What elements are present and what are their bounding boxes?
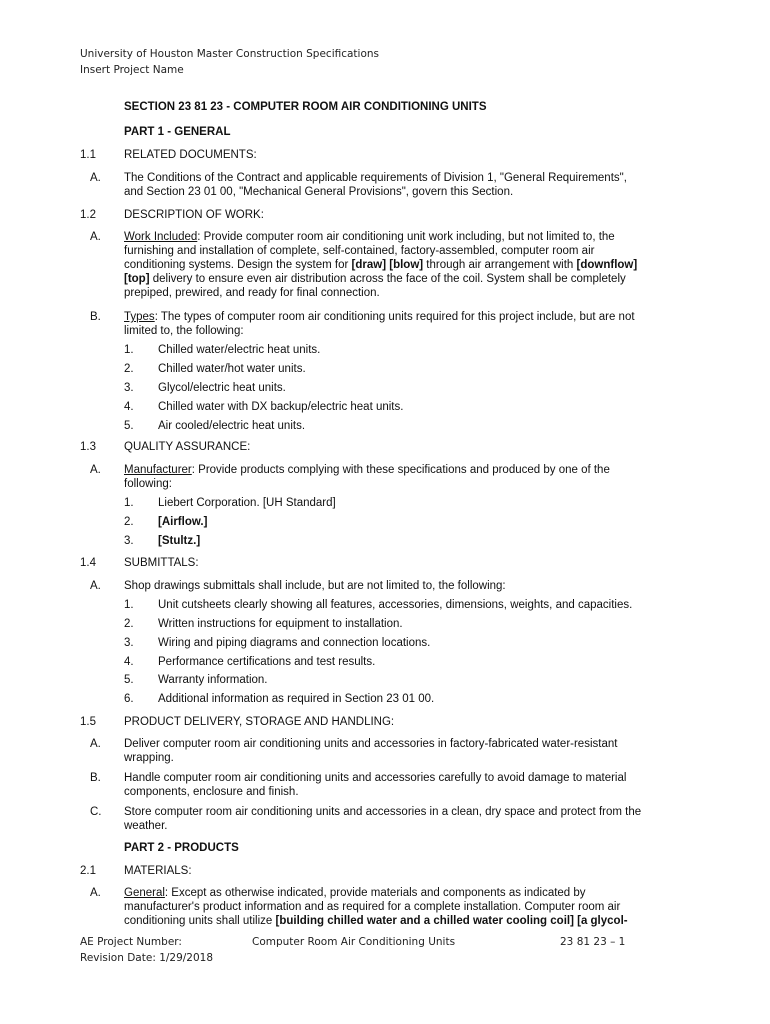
article-1-3-number: 1.3 [80, 441, 96, 453]
article-1-3-title: QUALITY ASSURANCE: [124, 441, 251, 453]
list-item-number: 6. [124, 693, 134, 705]
paragraph-label: C. [90, 806, 102, 818]
list-item: Unit cutsheets clearly showing all features, accessories, dimensions, weights, and capacities. [158, 599, 633, 611]
part-2-heading: PART 2 - PRODUCTS [124, 842, 239, 854]
list-item-number: 3. [124, 382, 134, 394]
paragraph-label: A. [90, 231, 101, 243]
list-item-number: 3. [124, 637, 134, 649]
list-item: Written instructions for equipment to installation. [158, 618, 403, 630]
paragraph-label: B. [90, 311, 101, 323]
list-item: Air cooled/electric heat units. [158, 420, 306, 432]
paragraph-label: A. [90, 464, 101, 476]
paragraph-related-documents: The Conditions of the Contract and applicable requirements of Division 1, "General Requirements", and Section 23 01 00, "Mechanical General Provisions", govern this Section. [124, 172, 627, 198]
paragraph-label: A. [90, 172, 101, 184]
article-1-4-number: 1.4 [80, 557, 96, 569]
article-1-5-title: PRODUCT DELIVERY, STORAGE AND HANDLING: [124, 716, 395, 728]
paragraph-submittals: Shop drawings submittals shall include, but are not limited to, the following: [124, 580, 506, 592]
footer-document-title: Computer Room Air Conditioning Units [252, 936, 456, 948]
article-2-1-title: MATERIALS: [124, 865, 192, 877]
list-item: Liebert Corporation. [UH Standard] [158, 497, 336, 509]
paragraph-types: Types: The types of computer room air conditioning units required for this project include, but are not limited to, the following: [124, 311, 635, 337]
list-item: Warranty information. [158, 674, 268, 686]
article-1-1-title: RELATED DOCUMENTS: [124, 149, 257, 161]
article-1-2-number: 1.2 [80, 209, 96, 221]
paragraph-deliver: Deliver computer room air conditioning units and accessories in factory-fabricated water-resistant wrapping. [124, 738, 618, 764]
paragraph-general: General: Except as otherwise indicated, provide materials and components as indicated by manufacturer's product information and as required for a complete installation. Computer room air conditioning units shall utilize [building chilled water and a chilled water cooling coil] [a glycol- [124, 887, 628, 927]
header-project-name: Insert Project Name [80, 64, 184, 76]
list-item: [Airflow.] [158, 516, 208, 528]
footer-project-number: AE Project Number: [80, 936, 182, 948]
paragraph-label: B. [90, 772, 101, 784]
list-item: Wiring and piping diagrams and connection locations. [158, 637, 431, 649]
list-item-number: 4. [124, 656, 134, 668]
list-item-number: 1. [124, 344, 134, 356]
list-item-number: 2. [124, 516, 134, 528]
footer-page-reference: 23 81 23 – 1 [560, 936, 626, 948]
list-item: Performance certifications and test results. [158, 656, 376, 668]
list-item-number: 1. [124, 497, 134, 509]
list-item-number: 3. [124, 535, 134, 547]
header-university: University of Houston Master Construction Specifications [80, 48, 380, 60]
article-1-4-title: SUBMITTALS: [124, 557, 199, 569]
paragraph-manufacturer: Manufacturer: Provide products complying with these specifications and produced by one of the following: [124, 464, 610, 490]
paragraph-label: A. [90, 738, 101, 750]
section-title: SECTION 23 81 23 - COMPUTER ROOM AIR CONDITIONING UNITS [124, 101, 487, 113]
paragraph-label: A. [90, 887, 101, 899]
list-item-number: 5. [124, 420, 134, 432]
list-item: [Stultz.] [158, 535, 201, 547]
list-item-number: 5. [124, 674, 134, 686]
list-item-number: 1. [124, 599, 134, 611]
article-1-5-number: 1.5 [80, 716, 96, 728]
list-item: Glycol/electric heat units. [158, 382, 286, 394]
list-item: Chilled water/electric heat units. [158, 344, 321, 356]
list-item-number: 4. [124, 401, 134, 413]
paragraph-store: Store computer room air conditioning units and accessories in a clean, dry space and protect from the weather. [124, 806, 642, 832]
paragraph-handle: Handle computer room air conditioning units and accessories carefully to avoid damage to material components, enclosure and finish. [124, 772, 627, 798]
article-1-2-title: DESCRIPTION OF WORK: [124, 209, 264, 221]
footer-revision-date: Revision Date: 1/29/2018 [80, 952, 214, 964]
article-2-1-number: 2.1 [80, 865, 96, 877]
list-item: Additional information as required in Section 23 01 00. [158, 693, 435, 705]
paragraph-work-included: Work Included: Provide computer room air conditioning unit work including, but not limited to, the furnishing and installation of complete, self-contained, factory-assembled, computer room air conditioning systems. Design the system for [draw] [blow] through air arrangement with [downflow] [top] delivery to ensure even air distribution across the face of the coil. System shall be completely prepiped, prewired, and ready for final connection. [124, 231, 638, 299]
article-1-1-number: 1.1 [80, 149, 96, 161]
list-item: Chilled water/hot water units. [158, 363, 306, 375]
list-item-number: 2. [124, 618, 134, 630]
list-item: Chilled water with DX backup/electric heat units. [158, 401, 404, 413]
list-item-number: 2. [124, 363, 134, 375]
part-1-heading: PART 1 - GENERAL [124, 126, 231, 138]
paragraph-label: A. [90, 580, 101, 592]
